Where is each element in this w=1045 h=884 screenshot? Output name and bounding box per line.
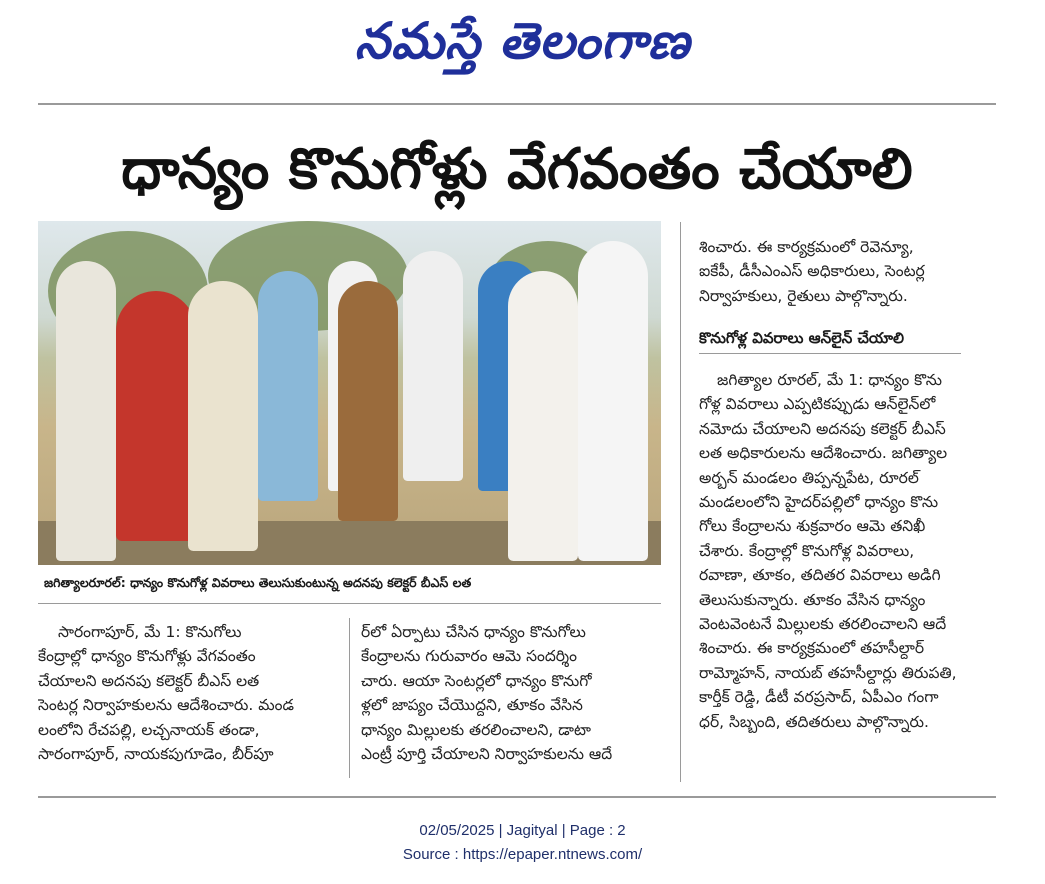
text-line: నిర్వాహకులు, రైతులు పాల్గొన్నారు. [699,286,908,305]
text-line: రవాణా, తూకం, తదితర వివరాలు అడిగి [699,566,941,585]
footer-source-line: Source : https://epaper.ntnews.com/ [402,846,643,863]
text-line: లంలోని రేచపల్లి, లచ్చనాయక్‌ తండా, [38,720,260,739]
text-line: వెంటవెంటనే మిల్లులకు తరలించాలని ఆదే [699,615,947,634]
top-rule [38,103,996,105]
column-divider-2 [680,222,681,782]
article-photo [38,221,661,565]
text-line: ధర్‌, సిబ్బంది, తదితరులు పాల్గొన్నారు. [699,712,929,731]
text-line: ళ్లలో జాప్యం చేయొద్దని, తూకం వేసిన [361,696,583,715]
text-line: గోలు కేంద్రాలను శుక్రవారం ఆమె తనిఖీ [699,517,926,536]
text-line: శించారు. ఈ కార్యక్రమంలో తహసీల్దార్‌ [699,639,925,658]
text-line: అర్బన్‌ మండలం తిప్పన్నపేట, రూరల్‌ [699,468,919,487]
text-line: జగిత్యాల రూరల్‌, మే 1: ధాన్యం కొను [717,371,942,389]
text-line: మండలంలోని హైదర్‌పల్లిలో ధాన్యం కొను [699,493,939,512]
subheadline: కొనుగోళ్ల వివరాలు ఆన్‌లైన్‌ చేయాలి [699,329,905,347]
text-line: తెలుసుకున్నారు. తూకం వేసిన ధాన్యం [699,590,926,609]
article-column-1 [38,620,338,766]
text-line: ర్‌లో ఏర్పాటు చేసిన ధాన్యం కొనుగోలు [361,623,586,641]
photo-caption: జగిత్యాలరూరల్‌: ధాన్యం కొనుగోళ్ల వివరాలు తెలుసుకుంటున్న అదనపు కలెక్టర్‌ బీఎస్‌ లత [44,575,472,590]
text-line: చేయాలని అదనపు కలెక్టర్‌ బీఎస్‌ లత [38,671,260,690]
caption-rule [38,603,661,604]
masthead-title: నమస్తే తెలంగాణ [354,12,691,70]
bottom-rule [38,796,996,798]
article-column-2 [361,620,661,766]
text-line: రామ్మోహన్‌, నాయబ్‌ తహసీల్దార్లు తిరుపతి, [699,663,957,682]
text-line: శించారు. ఈ కార్యక్రమంలో రెవెన్యూ, [699,238,914,256]
text-line: కేంద్రాలను గురువారం ఆమె సందర్శిం [361,647,577,666]
text-line: ఐకేపీ, డీసీఎంఎస్‌ అధికారులు, సెంటర్ల [699,262,925,281]
column-divider-1 [349,618,350,778]
text-line: సారంగాపూర్‌, మే 1: కొనుగోలు [58,623,242,641]
text-line: సారంగాపూర్‌, నాయకపుగూడెం, బీర్‌పూ [38,745,274,764]
article-column-3-top [699,235,997,308]
article-headline: ధాన్యం కొనుగోళ్లు వేగవంతం చేయాలి [121,137,913,202]
text-line: సెంటర్ల నిర్వాహకులను ఆదేశించారు. మండ [38,696,294,715]
text-line: కార్తీక్‌ రెడ్డి, డీటీ వరప్రసాద్‌, ఏపీఎం గంగా [699,688,939,707]
text-line: చేశారు. కేంద్రాల్లో కొనుగోళ్ల వివరాలు, [699,541,915,560]
text-line: నమోదు చేయాలని అదనపు కలెక్టర్‌ బీఎస్‌ [699,419,946,438]
article-column-3-bottom [699,368,997,734]
text-line: గోళ్ల వివరాలు ఎప్పటికప్పుడు ఆన్‌లైన్‌లో [699,395,936,414]
text-line: లత అధికారులను ఆదేశించారు. జగిత్యాల [699,444,948,463]
footer-date-line: 02/05/2025 | Jagityal | Page : 2 [419,822,626,839]
subhead-rule [699,353,961,354]
text-line: చారు. ఆయా సెంటర్లలో ధాన్యం కొనుగో [361,671,592,690]
text-line: ఎంట్రీ పూర్తి చేయాలని నిర్వాహకులను ఆదే [361,745,613,764]
text-line: కేంద్రాల్లో ధాన్యం కొనుగోళ్లు వేగవంతం [38,647,256,666]
text-line: ధాన్యం మిల్లులకు తరలించాలని, డాటా [361,720,591,739]
